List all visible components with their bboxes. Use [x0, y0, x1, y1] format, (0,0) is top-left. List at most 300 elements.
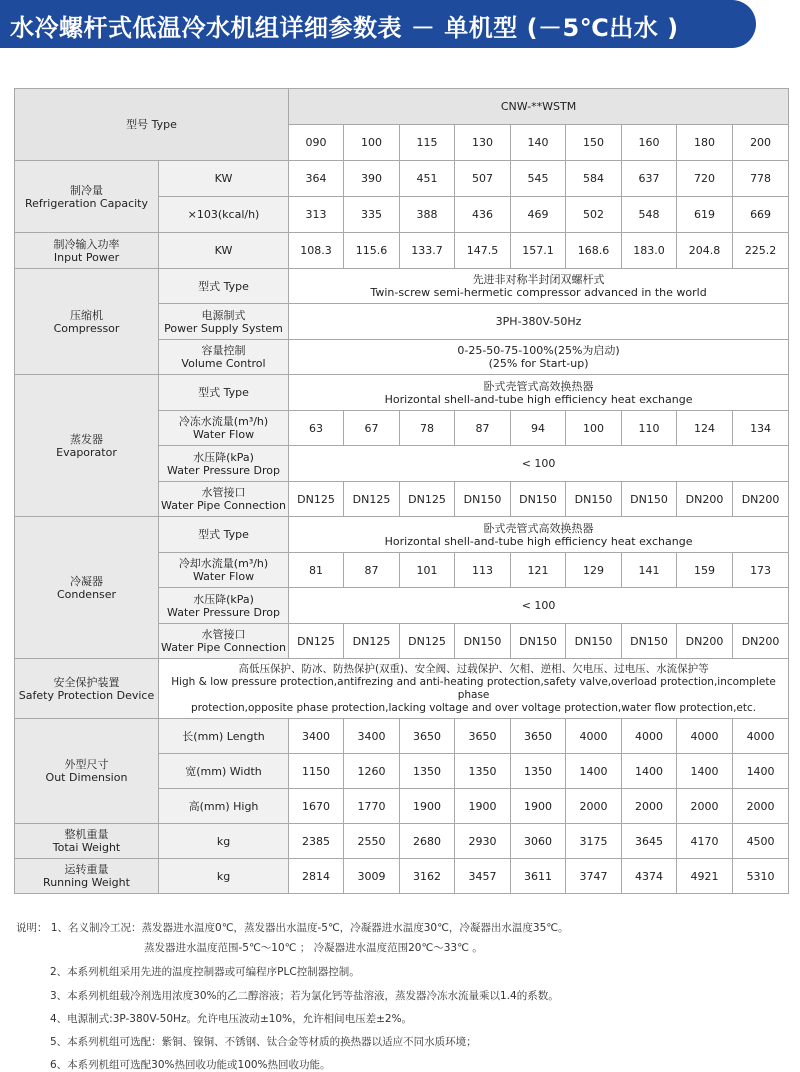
evaporator-flow-value-text: 110 [638, 421, 660, 435]
evaporator-pipe-value-text: DN125 [352, 492, 391, 506]
running-weight-value [344, 859, 400, 894]
dimension-length-row [15, 719, 789, 754]
cooling-kw-value [400, 161, 455, 197]
cooling-kw-value [733, 161, 789, 197]
cooling-kcal-value [511, 197, 566, 233]
dimension-height-value [511, 789, 566, 824]
evaporator-flow-value [511, 411, 566, 446]
condenser-pipe-value-text: DN200 [741, 634, 780, 648]
cooling-kcal-value-text: 436 [472, 208, 494, 221]
spec-table-body [15, 89, 789, 894]
dimension-height-value [733, 789, 789, 824]
cooling-kcal-value-text: 469 [527, 208, 549, 221]
dimension-width-value-text: 1400 [579, 764, 608, 778]
input-power-value-text: 133.7 [411, 244, 443, 257]
total-weight-value [566, 824, 622, 859]
dimension-length-value [344, 719, 400, 754]
total-weight-value [400, 824, 455, 859]
condenser-type-label [159, 517, 289, 553]
evaporator-flow-value-text: 87 [475, 421, 490, 435]
cooling-kcal-value-text: 548 [638, 208, 660, 221]
safety-label [15, 659, 159, 719]
running-weight-value-text: 3009 [357, 869, 386, 883]
dimension-length-value-text: 3650 [524, 729, 553, 743]
dimension-width-value [400, 754, 455, 789]
dimension-length-value [622, 719, 677, 754]
dimension-length-value [677, 719, 733, 754]
condenser-pipe-value [622, 624, 677, 659]
dimension-length-value [511, 719, 566, 754]
condenser-pipe-value-text: DN150 [574, 634, 613, 648]
dimension-width-value [733, 754, 789, 789]
cooling-kcal-value-text: 669 [750, 208, 772, 221]
evaporator-flow-value-text: 134 [750, 421, 772, 435]
note-line: 说明： 1、名义制冷工况：蒸发器进水温度0℃，蒸发器出水温度-5℃，冷凝器进水温度30℃，冷凝器出水温度35℃。 [16, 922, 569, 934]
condenser-flow-value [289, 553, 344, 588]
cooling-kw-value [455, 161, 511, 197]
evaporator-flow-value [622, 411, 677, 446]
model-code-text: 150 [583, 136, 605, 149]
header-row [15, 89, 789, 125]
cooling-kcal-value-text: 313 [305, 208, 327, 221]
dimension-length-value-text: 4000 [690, 729, 719, 743]
dimension-length-value-text: 4000 [746, 729, 775, 743]
compressor-capacity-value-text: 0-25-50-75-100%(25%为启动) [457, 344, 620, 357]
evaporator-flow-value [677, 411, 733, 446]
condenser-pipe-value [677, 624, 733, 659]
evaporator-label-text: 蒸发器 [70, 432, 103, 446]
condenser-flow-label-text: 冷却水流量(m³/h) [178, 557, 269, 570]
running-weight-label-text: Running Weight [43, 876, 130, 889]
evaporator-pipe-value-text: DN125 [408, 492, 446, 506]
dimension-length-value-text: 4000 [579, 729, 608, 743]
safety-value-text: High & low pressure protection,antifrezing and anti-heating protection,safety valve,overload protection,incomplete phase [171, 675, 776, 701]
condenser-flow-value-text: 129 [583, 563, 605, 577]
dimension-height-value-text: 1770 [357, 799, 386, 813]
running-weight-value-text: 3162 [413, 869, 442, 883]
safety-label-text: 安全保护装置 [53, 675, 120, 689]
input-power-value [566, 233, 622, 269]
dimension-length-value-text: 4000 [635, 729, 664, 743]
compressor-label-text: Compressor [53, 321, 120, 335]
dimension-width-label [159, 754, 289, 789]
page-title: 水冷螺杆式低温冷水机组详细参数表 － 单机型 (－5℃出水 ) [10, 14, 679, 42]
note-line: 4、电源制式:3P-380V-50Hz。允许电压波动±10%，允许相间电压差±2%。 [50, 1013, 413, 1025]
input-power-value-text: 204.8 [688, 244, 721, 257]
condenser-flow-label-text: Water Flow [192, 570, 255, 583]
evaporator-flow-value [344, 411, 400, 446]
dimension-length-value [733, 719, 789, 754]
input-power-value [455, 233, 511, 269]
dimension-height-value-text: 2000 [635, 799, 664, 813]
condenser-drop-label-text: Water Pressure Drop [167, 605, 280, 619]
dimension-length-value-text: 3650 [413, 729, 442, 743]
dimension-width-value-text: 1260 [357, 764, 386, 778]
cooling-kw-value-text: 507 [472, 172, 494, 185]
running-weight-value [677, 859, 733, 894]
condenser-flow-value-text: 121 [527, 563, 549, 577]
evaporator-drop-label-text: Water Pressure Drop [167, 463, 280, 477]
note-line: 5、本系列机组可选配：紫铜、镍铜、不锈钢、钛合金等材质的换热器以适应不同水质环境； [50, 1036, 477, 1048]
dimension-length-value-text: 3400 [357, 729, 386, 743]
evaporator-flow-value [455, 411, 511, 446]
compressor-power-label-text: 电源制式 [201, 308, 246, 322]
input-power-label-text: 制冷输入功率 [53, 237, 120, 251]
evaporator-pipe-value [511, 482, 566, 517]
evaporator-pipe-value [344, 482, 400, 517]
evaporator-pipe-value-text: DN125 [297, 492, 335, 506]
total-weight-value [622, 824, 677, 859]
dimension-width-value-text: 1350 [413, 764, 442, 778]
condenser-pipe-value-text: DN150 [519, 634, 557, 648]
title-banner [0, 0, 756, 48]
compressor-type-value-text: 先进非对称半封闭双螺杆式 [472, 273, 605, 286]
model-code-text: 100 [361, 136, 383, 149]
cooling-kw-value [344, 161, 400, 197]
compressor-capacity-label-text: 容量控制 [201, 344, 246, 357]
series-label [289, 89, 789, 125]
condenser-pipe-value-text: DN200 [685, 634, 724, 648]
dimension-height-value [622, 789, 677, 824]
cooling-kw-value [622, 161, 677, 197]
evaporator-pipe-value [455, 482, 511, 517]
evaporator-flow-value [400, 411, 455, 446]
condenser-pipe-value [344, 624, 400, 659]
condenser-flow-value [455, 553, 511, 588]
condenser-flow-value-text: 101 [416, 563, 438, 577]
running-weight-value-text: 3457 [468, 869, 497, 883]
evaporator-type-value-text: 卧式壳管式高效换热器 [483, 379, 594, 393]
condenser-flow-value [400, 553, 455, 588]
evaporator-type-value-text: Horizontal shell-and-tube high efficiency heat exchange [384, 392, 693, 406]
dimension-width-value [455, 754, 511, 789]
dimension-width-value-text: 1350 [468, 764, 497, 778]
safety-value-text: protection,opposite phase protection,lacking voltage and over voltage protection,water flow protection,etc. [191, 701, 757, 714]
compressor-power-value-text: 3PH-380V-50Hz [495, 315, 582, 328]
condenser-flow-value [733, 553, 789, 588]
evaporator-flow-value-text: 124 [694, 421, 716, 435]
input-power-value-text: 157.1 [522, 244, 554, 257]
dimension-height-label-text: 高(mm) High [188, 799, 259, 813]
condenser-drop-label-text: 水压降(kPa) [193, 592, 254, 606]
input-power-value-text: 225.2 [744, 244, 777, 257]
evaporator-type-row [15, 375, 789, 411]
total-weight-unit-text: kg [216, 834, 231, 848]
input-power-unit [159, 233, 289, 269]
series-label-text: CNW-**WSTM [500, 100, 577, 113]
cooling-kw-value [677, 161, 733, 197]
evaporator-flow-value-text: 78 [420, 421, 435, 435]
total-weight-value-text: 2385 [302, 834, 331, 848]
model-code-text: 180 [694, 136, 716, 149]
total-weight-value-text: 2680 [413, 834, 442, 848]
condenser-pipe-value [400, 624, 455, 659]
evaporator-flow-value [566, 411, 622, 446]
dimension-length-value-text: 3400 [302, 729, 331, 743]
condenser-label-text: 冷凝器 [70, 574, 103, 588]
cooling-kcal-value-text: 388 [416, 208, 438, 221]
running-weight-value-text: 4921 [690, 869, 719, 883]
cooling-kcal-value-text: 335 [361, 208, 383, 221]
condenser-flow-value-text: 141 [638, 563, 660, 577]
condenser-flow-value-text: 81 [309, 563, 324, 577]
dimension-width-value-text: 1150 [302, 764, 331, 778]
evaporator-pipe-value-text: DN150 [463, 492, 502, 506]
model-code [622, 125, 677, 161]
cooling-label-text: 制冷量 [70, 183, 103, 197]
evaporator-drop-label-text: 水压降(kPa) [193, 450, 254, 464]
dimension-width-value [289, 754, 344, 789]
safety-value [159, 659, 789, 719]
model-code-text: 115 [416, 136, 438, 149]
evaporator-type-label-text: 型式 Type [198, 386, 249, 399]
condenser-flow-value [344, 553, 400, 588]
total-weight-value [344, 824, 400, 859]
evaporator-pipe-value [733, 482, 789, 517]
cooling-kw-unit [159, 161, 289, 197]
total-weight-label [15, 824, 159, 859]
input-power-value-text: 108.3 [300, 244, 332, 257]
compressor-type-value-text: Twin-screw semi-hermetic compressor advanced in the world [370, 286, 707, 299]
total-weight-label-text: 整机重量 [64, 828, 109, 841]
input-power-value [344, 233, 400, 269]
evaporator-pipe-value-text: DN150 [519, 492, 557, 506]
condenser-flow-value [677, 553, 733, 588]
condenser-pipe-value [733, 624, 789, 659]
evaporator-flow-value-text: 100 [583, 421, 605, 435]
dimension-width-value-text: 1400 [746, 764, 775, 778]
condenser-flow-value-text: 87 [364, 563, 379, 577]
running-weight-value-text: 3611 [524, 869, 553, 883]
note-line: 6、本系列机组可选配30%热回收功能或100%热回收功能。 [50, 1059, 331, 1071]
evaporator-pipe-label-text: 水管接口 [201, 486, 246, 499]
compressor-power-label-text: Power Supply System [164, 321, 283, 335]
note-line: 3、本系列机组载冷剂选用浓度30%的乙二醇溶液；若为氯化钙等盐溶液，蒸发器冷冻水流量乘以1.4的系数。 [50, 990, 559, 1002]
total-weight-unit [159, 824, 289, 859]
running-weight-row [15, 859, 789, 894]
model-code-text: 140 [527, 136, 549, 149]
cooling-kw-value-text: 364 [305, 172, 327, 185]
running-weight-value-text: 5310 [746, 869, 775, 883]
dimension-label-text: 外型尺寸 [64, 758, 109, 771]
model-code-text: 130 [472, 136, 494, 149]
cooling-kcal-value [289, 197, 344, 233]
cooling-kcal-value [677, 197, 733, 233]
input-power-value [677, 233, 733, 269]
dimension-height-value [344, 789, 400, 824]
safety-value-text: 高低压保护、防冰、防热保护(双重)、安全阀、过载保护、欠相、逆相、欠电压、过电压、水流保护等 [238, 662, 709, 675]
input-power-value-text: 168.6 [577, 244, 610, 257]
cooling-kw-value-text: 451 [416, 172, 438, 185]
total-weight-label-text: Totai Weight [52, 841, 121, 854]
input-power-value [289, 233, 344, 269]
running-weight-value [733, 859, 789, 894]
dimension-height-value-text: 2000 [690, 799, 719, 813]
dimension-height-value-text: 1900 [413, 799, 442, 813]
condenser-flow-value [511, 553, 566, 588]
total-weight-value [289, 824, 344, 859]
condenser-flow-value-text: 159 [694, 563, 716, 577]
input-power-value-text: 115.6 [355, 244, 388, 257]
evaporator-pipe-label-text: Water Pipe Connection [161, 499, 286, 512]
dimension-length-label-text: 长(mm) Length [182, 729, 265, 743]
cooling-kw-value-text: 584 [583, 172, 605, 185]
safety-label-text: Safety Protection Device [18, 688, 155, 702]
running-weight-value-text: 4374 [635, 869, 664, 883]
evaporator-flow-value [289, 411, 344, 446]
evaporator-pipe-value-text: DN200 [741, 492, 780, 506]
running-weight-value [455, 859, 511, 894]
compressor-capacity-value-text: (25% for Start-up) [488, 357, 589, 370]
model-code [289, 125, 344, 161]
dimension-length-value [455, 719, 511, 754]
dimension-height-label [159, 789, 289, 824]
cooling-kcal-value-text: 619 [694, 208, 716, 221]
dimension-height-value-text: 1900 [524, 799, 553, 813]
evaporator-flow-value [733, 411, 789, 446]
running-weight-label [15, 859, 159, 894]
evaporator-flow-value-text: 94 [531, 421, 546, 435]
dimension-length-value [289, 719, 344, 754]
condenser-pipe-label-text: Water Pipe Connection [161, 641, 286, 654]
evaporator-pipe-value [622, 482, 677, 517]
model-code [511, 125, 566, 161]
compressor-type-label [159, 269, 289, 304]
condenser-pipe-value [511, 624, 566, 659]
condenser-flow-value-text: 173 [750, 563, 772, 577]
dimension-length-value [400, 719, 455, 754]
dimension-height-value [677, 789, 733, 824]
input-power-value [511, 233, 566, 269]
dimension-length-label [159, 719, 289, 754]
cooling-kcal-value [455, 197, 511, 233]
dimension-height-value [289, 789, 344, 824]
dimension-width-value [566, 754, 622, 789]
evaporator-pipe-value [566, 482, 622, 517]
cooling-kcal-value [622, 197, 677, 233]
evaporator-flow-value-text: 67 [364, 421, 379, 435]
compressor-type-value [289, 269, 789, 304]
condenser-pipe-value-text: DN125 [352, 634, 391, 648]
condenser-drop-label [159, 588, 289, 624]
evaporator-flow-label-text: Water Flow [192, 428, 255, 441]
model-code [344, 125, 400, 161]
total-weight-value-text: 3645 [635, 834, 664, 848]
model-code-text: 200 [750, 136, 772, 149]
note-line: 2、本系列机组采用先进的温度控制器或可编程序PLC控制器控制。 [50, 966, 360, 978]
input-power-unit-text: KW [214, 244, 233, 257]
dimension-height-value-text: 2000 [579, 799, 608, 813]
dimension-height-value [400, 789, 455, 824]
input-power-value [400, 233, 455, 269]
condenser-flow-value [566, 553, 622, 588]
dimension-width-value [511, 754, 566, 789]
condenser-type-value [289, 517, 789, 553]
compressor-type-label-text: 型式 Type [198, 279, 249, 293]
condenser-pipe-value-text: DN150 [463, 634, 502, 648]
cooling-kw-row [15, 161, 789, 197]
running-weight-unit-text: kg [216, 869, 231, 883]
cooling-label-text: Refrigeration Capacity [24, 196, 149, 210]
dimension-length-value [566, 719, 622, 754]
evaporator-pipe-value-text: DN150 [574, 492, 613, 506]
condenser-label [15, 517, 159, 659]
spec-table [14, 88, 789, 894]
condenser-pipe-value-text: DN125 [408, 634, 446, 648]
cooling-kcal-value [400, 197, 455, 233]
cooling-kcal-value [344, 197, 400, 233]
evaporator-pipe-value-text: DN200 [685, 492, 724, 506]
model-code [677, 125, 733, 161]
compressor-capacity-value [289, 340, 789, 375]
condenser-flow-label [159, 553, 289, 588]
compressor-power-value [289, 304, 789, 340]
model-label [15, 89, 289, 161]
evaporator-drop-value-text: < 100 [521, 457, 556, 470]
total-weight-value [677, 824, 733, 859]
total-weight-value-text: 4170 [690, 834, 719, 848]
dimension-width-value [677, 754, 733, 789]
total-weight-value-text: 2550 [357, 834, 386, 848]
cooling-kcal-unit-text: ×103(kcal/h) [187, 208, 260, 221]
model-label-text: 型号 Type [126, 118, 177, 131]
dimension-label-text: Out Dimension [45, 771, 128, 784]
condenser-type-value-text: 卧式壳管式高效换热器 [483, 521, 594, 535]
running-weight-value [622, 859, 677, 894]
condenser-pipe-value [455, 624, 511, 659]
running-weight-value [400, 859, 455, 894]
compressor-power-label [159, 304, 289, 340]
input-power-label-text: Input Power [53, 250, 120, 264]
evaporator-label [15, 375, 159, 517]
evaporator-drop-label [159, 446, 289, 482]
cooling-kcal-unit [159, 197, 289, 233]
condenser-pipe-value-text: DN125 [297, 634, 335, 648]
model-code [566, 125, 622, 161]
model-code-text: 090 [305, 136, 327, 149]
evaporator-flow-label-text: 冷冻水流量(m³/h) [178, 415, 269, 428]
compressor-label [15, 269, 159, 375]
running-weight-unit [159, 859, 289, 894]
condenser-type-label-text: 型式 Type [198, 528, 249, 541]
evaporator-label-text: Evaporator [56, 445, 117, 459]
total-weight-value-text: 4500 [746, 834, 775, 848]
evaporator-pipe-label [159, 482, 289, 517]
dimension-height-value [455, 789, 511, 824]
model-code [400, 125, 455, 161]
condenser-pipe-label [159, 624, 289, 659]
cooling-kw-value-text: 637 [638, 172, 660, 185]
evaporator-drop-value [289, 446, 789, 482]
input-power-value [622, 233, 677, 269]
cooling-kcal-value [566, 197, 622, 233]
compressor-label-text: 压缩机 [70, 308, 103, 322]
total-weight-value [455, 824, 511, 859]
running-weight-value-text: 3747 [579, 869, 608, 883]
running-weight-label-text: 运转重量 [64, 863, 109, 876]
compressor-capacity-label-text: Volume Control [181, 357, 266, 370]
total-weight-value-text: 2930 [468, 834, 497, 848]
running-weight-value [511, 859, 566, 894]
dimension-width-value [344, 754, 400, 789]
condenser-pipe-label-text: 水管接口 [201, 628, 246, 641]
cooling-kw-value-text: 720 [694, 172, 716, 185]
evaporator-type-value [289, 375, 789, 411]
model-code [733, 125, 789, 161]
running-weight-value [289, 859, 344, 894]
evaporator-flow-label [159, 411, 289, 446]
condenser-label-text: Condenser [56, 587, 117, 601]
